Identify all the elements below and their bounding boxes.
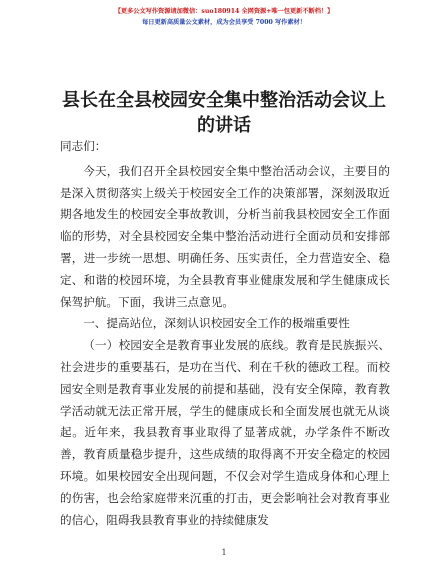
- document-title: 县长在全县校园安全集中整治活动会议上的讲话: [62, 90, 386, 136]
- promo-line-2: 每日更新高质量公文素材，成为会员享受 7000 写作素材！: [142, 19, 306, 26]
- page-number: 1: [221, 548, 227, 557]
- greeting: 同志们：: [60, 139, 107, 153]
- section-heading-1: 一、提高站位，深刻认识校园安全工作的极端重要性: [83, 316, 350, 331]
- promo-banner: [0, 6, 448, 28]
- document-body: [60, 136, 390, 531]
- paragraph-intro: 今天，我们召开全县校园安全集中整治活动会议，主要目的是深入贯彻落实上级关于校园安全工作的决策部署，深刻汲取近期各地发生的校园安全事故教训，分析当前我县校园安全工作面临的形势，对全县校园安全集中整治活动进行全面动员和安排部署，进一步统一思想、明确任务、压实责任，全力营造安全、稳定、和谐的校园环境，为全县教育事业健康发展和学生健康成长保驾护航。下面，我讲三点意见。: [60, 163, 390, 309]
- promo-line-1: 【更多公文写作资源请加微信：suo180914 全网资源+唯一包更新不断档！】: [114, 8, 334, 15]
- paragraph-1-1: （一）校园安全是教育事业发展的底线。教育是民族振兴、社会进步的重要基石，是功在当代、利在千秋的德政工程。而校园安全则是教育事业发展的前提和基础，没有安全保障，教育教学活动就无法正常开展，学生的健康成长和全面发展也就无从谈起。近年来，我县教育事业取得了显著成就，办学条件不断改善，教育质量稳步提升，这些成绩的取得离不开安全稳定的校园环境。如果校园安全出现问题，不仅会对学生造成身体和心理上的伤害，也会给家庭带来沉重的打击，更会影响社会对教育事业的信心，阻碍我县教育事业的持续健康发: [60, 338, 390, 527]
